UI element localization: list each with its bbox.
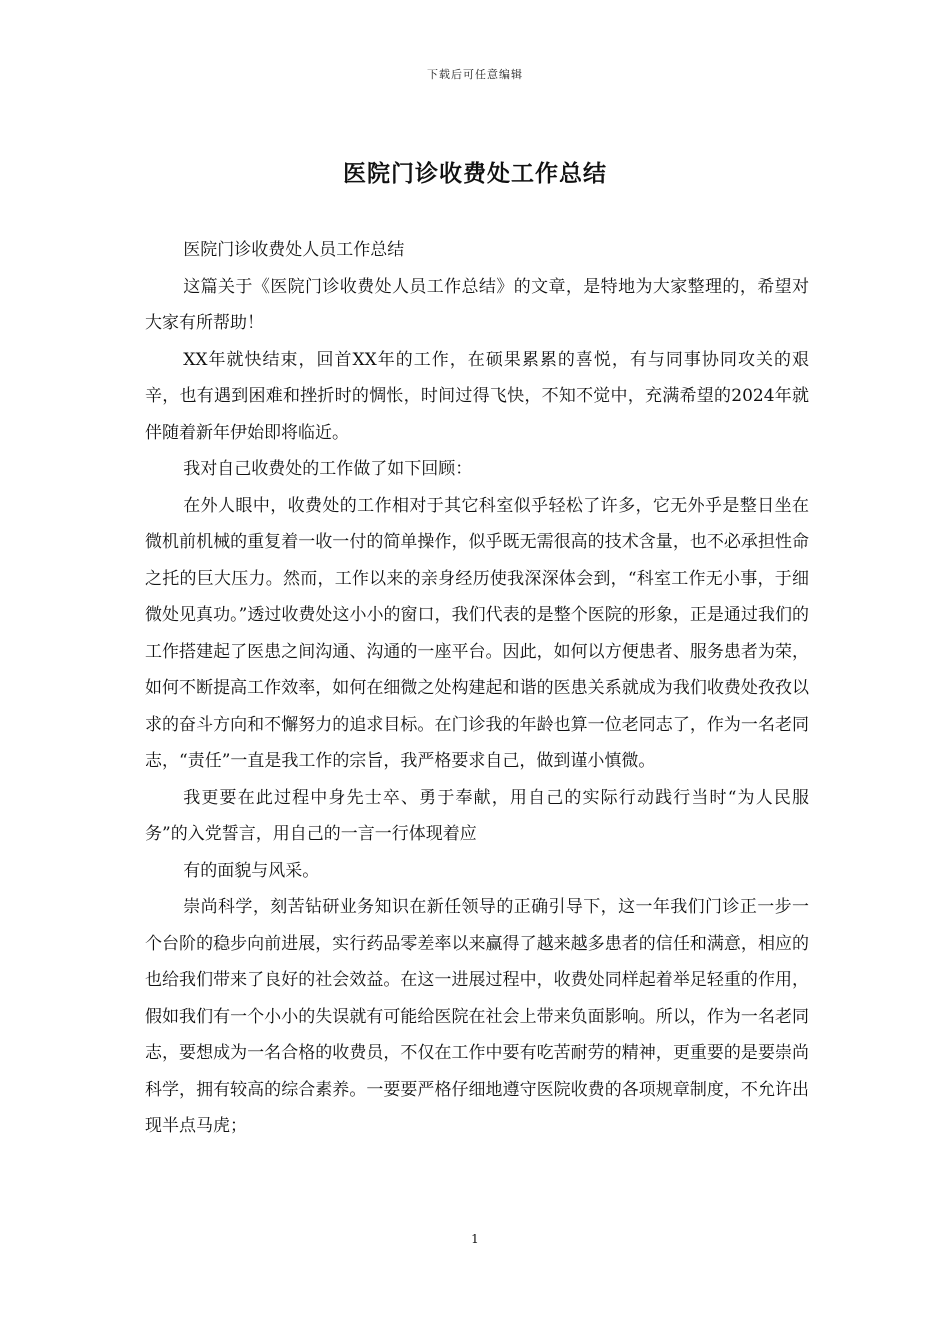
paragraph-year-review: XX年就快结束，回首XX年的工作，在硕果累累的喜悦，有与同事协同攻关的艰辛，也有遇到困难和挫折时的惆怅，时间过得飞快，不知不觉中，充满希望的2024年就伴随着新年伊始即将临近。 — [145, 349, 809, 443]
paragraph-review-lead: 我对自己收费处的工作做了如下回顾： — [183, 459, 473, 479]
paragraph-intro: 这篇关于《医院门诊收费处人员工作总结》的文章，是特地为大家整理的，希望对大家有所帮助！ — [145, 276, 809, 333]
paragraph-dedication: 我更要在此过程中身先士卒、勇于奉献，用自己的实际行动践行当时“为人民服务”的入党誓言，用自己的一言一行体现着应 — [145, 787, 809, 844]
document-body — [145, 232, 809, 1145]
paragraph-work-description: 在外人眼中，收费处的工作相对于其它科室似乎轻松了许多，它无外乎是整日坐在微机前机械的重复着一收一付的简单操作，似乎既无需很高的技术含量，也不必承担性命之托的巨大压力。然而，工作以来的亲身经历使我深深体会到，“科室工作无小事，于细微处见真功。”透过收费处这小小的窗口，我们代表的是整个医院的形象，正是通过我们的工作搭建起了医患之间沟通、沟通的一座平台。因此，如何以方便患者、服务患者为荣，如何不断提高工作效率，如何在细微之处构建起和谐的医患关系就成为我们收费处孜孜以求的奋斗方向和不懈努力的追求目标。在门诊我的年龄也算一位老同志了，作为一名老同志，“责任”一直是我工作的宗旨，我严格要求自己，做到谨小慎微。 — [145, 495, 809, 771]
page-number: 1 — [471, 1232, 479, 1246]
document-title: 医院门诊收费处工作总结 — [343, 160, 607, 187]
paragraph-subtitle: 医院门诊收费处人员工作总结 — [183, 240, 405, 260]
page-header-note: 下载后可任意编辑 — [427, 68, 523, 81]
paragraph-science: 崇尚科学，刻苦钻研业务知识在新任领导的正确引导下，这一年我们门诊正一步一个台阶的稳步向前进展，实行药品零差率以来赢得了越来越多患者的信任和满意，相应的也给我们带来了良好的社会效益。在这一进展过程中，收费处同样起着举足轻重的作用，假如我们有一个小小的失误就有可能给医院在社会上带来负面影响。所以，作为一名老同志，要想成为一名合格的收费员，不仅在工作中要有吃苦耐劳的精神，更重要的是要崇尚科学，拥有较高的综合素养。一要要严格仔细地遵守医院收费的各项规章制度，不允许出现半点马虎； — [145, 897, 809, 1136]
paragraph-continuation: 有的面貌与风采。 — [183, 860, 320, 881]
